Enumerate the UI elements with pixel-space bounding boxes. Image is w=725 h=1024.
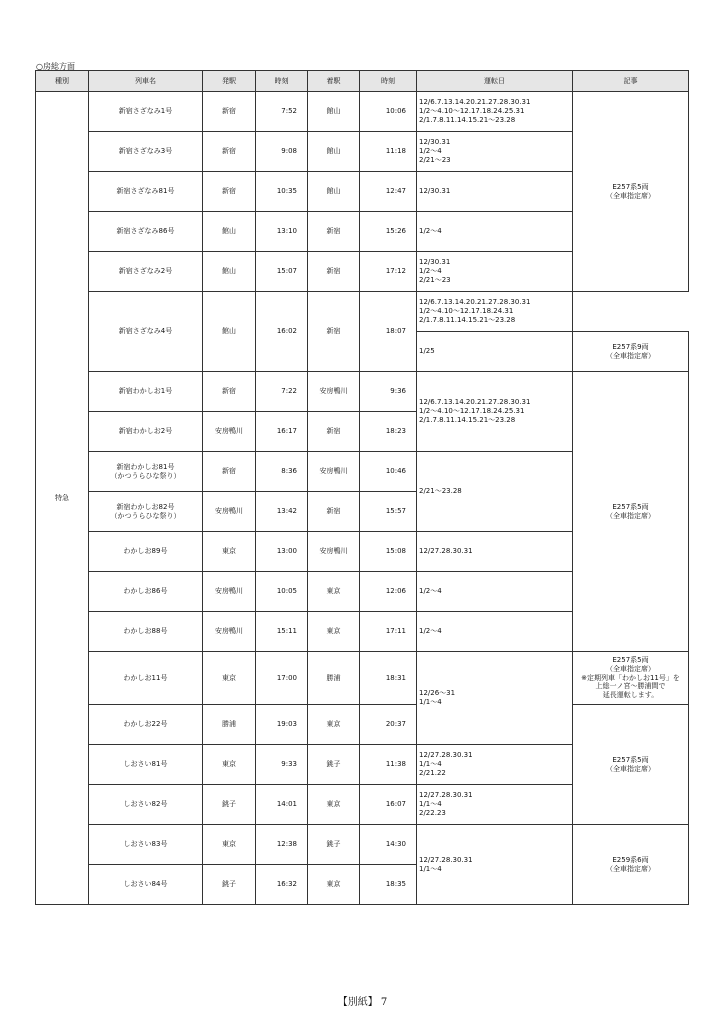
run-dates: 1/2～4 <box>417 212 573 252</box>
dep-time: 8:36 <box>256 452 308 492</box>
train-name: 新宿さざなみ1号 <box>89 92 203 132</box>
notes-cell: E257系5両 （全車指定席） ※定期列車「わかしお11号」を 上総一ノ宮～勝浦間で 延長運転します。 <box>573 652 689 705</box>
arr-time: 15:26 <box>360 212 417 252</box>
header-arr-station: 着駅 <box>308 71 360 92</box>
dep-station: 館山 <box>203 212 256 252</box>
table-row <box>36 652 689 705</box>
run-dates: 12/30.31 1/2～4 2/21～23 <box>417 252 573 292</box>
notes-cell: E257系5両 （全車指定席） <box>573 92 689 292</box>
train-name: 新宿わかしお82号 （かつうらひな祭り） <box>89 492 203 532</box>
dep-time: 9:33 <box>256 745 308 785</box>
dep-station: 新宿 <box>203 92 256 132</box>
arr-station: 新宿 <box>308 412 360 452</box>
run-dates: 12/27.28.30.31 1/1～4 <box>417 825 573 905</box>
dep-station: 館山 <box>203 292 256 372</box>
arr-station: 安房鴨川 <box>308 372 360 412</box>
arr-time: 10:46 <box>360 452 417 492</box>
arr-station: 館山 <box>308 172 360 212</box>
dep-station: 東京 <box>203 652 256 705</box>
dep-time: 15:11 <box>256 612 308 652</box>
dep-station: 東京 <box>203 825 256 865</box>
section-title: ○房総方面 <box>36 62 75 71</box>
train-name: わかしお11号 <box>89 652 203 705</box>
train-name: わかしお86号 <box>89 572 203 612</box>
dep-time: 7:22 <box>256 372 308 412</box>
arr-station: 東京 <box>308 705 360 745</box>
run-dates: 12/6.7.13.14.20.21.27.28.30.31 1/2～4.10～12.17.18.24.25.31 2/1.7.8.11.14.15.21～23.28 <box>417 92 573 132</box>
run-dates: 1/25 <box>417 332 573 372</box>
dep-time: 15:07 <box>256 252 308 292</box>
dep-station: 新宿 <box>203 372 256 412</box>
dep-station: 銚子 <box>203 865 256 905</box>
run-dates: 12/30.31 <box>417 172 573 212</box>
header-notes: 記事 <box>573 71 689 92</box>
run-dates: 12/27.28.30.31 1/1～4 2/21.22 <box>417 745 573 785</box>
dep-station: 新宿 <box>203 452 256 492</box>
arr-time: 12:47 <box>360 172 417 212</box>
dep-station: 新宿 <box>203 132 256 172</box>
train-name: しおさい83号 <box>89 825 203 865</box>
arr-station: 新宿 <box>308 212 360 252</box>
train-name: 新宿わかしお81号 （かつうらひな祭り） <box>89 452 203 492</box>
run-dates: 1/2～4 <box>417 572 573 612</box>
arr-time: 18:23 <box>360 412 417 452</box>
arr-time: 11:18 <box>360 132 417 172</box>
notes-cell: E257系5両 （全車指定席） <box>573 705 689 825</box>
header-arr-time: 時刻 <box>360 71 417 92</box>
header-train: 列車名 <box>89 71 203 92</box>
header-dep-time: 時刻 <box>256 71 308 92</box>
dep-time: 16:32 <box>256 865 308 905</box>
arr-time: 11:38 <box>360 745 417 785</box>
dep-time: 16:02 <box>256 292 308 372</box>
table-row <box>36 705 689 745</box>
header-dates: 運転日 <box>417 71 573 92</box>
arr-station: 館山 <box>308 132 360 172</box>
dep-time: 13:00 <box>256 532 308 572</box>
arr-time: 15:08 <box>360 532 417 572</box>
arr-station: 新宿 <box>308 292 360 372</box>
train-name: しおさい84号 <box>89 865 203 905</box>
dep-time: 19:03 <box>256 705 308 745</box>
dep-station: 館山 <box>203 252 256 292</box>
arr-station: 東京 <box>308 572 360 612</box>
train-name: わかしお89号 <box>89 532 203 572</box>
dep-time: 12:38 <box>256 825 308 865</box>
dep-time: 17:00 <box>256 652 308 705</box>
train-name: 新宿わかしお2号 <box>89 412 203 452</box>
dep-station: 安房鴨川 <box>203 612 256 652</box>
arr-station: 勝浦 <box>308 652 360 705</box>
timetable <box>35 70 689 905</box>
arr-time: 9:36 <box>360 372 417 412</box>
arr-time: 20:37 <box>360 705 417 745</box>
dep-station: 東京 <box>203 532 256 572</box>
dep-station: 東京 <box>203 745 256 785</box>
train-name: わかしお22号 <box>89 705 203 745</box>
run-dates: 1/2～4 <box>417 612 573 652</box>
train-name: 新宿さざなみ3号 <box>89 132 203 172</box>
category-cell: 特急 <box>36 92 89 905</box>
train-name: 新宿さざなみ81号 <box>89 172 203 212</box>
train-name: しおさい82号 <box>89 785 203 825</box>
page-footer: 【別紙】 7 <box>337 997 388 1008</box>
arr-station: 館山 <box>308 92 360 132</box>
dep-station: 新宿 <box>203 172 256 212</box>
dep-station: 安房鴨川 <box>203 492 256 532</box>
dep-time: 7:52 <box>256 92 308 132</box>
train-name: 新宿さざなみ2号 <box>89 252 203 292</box>
dep-time: 10:35 <box>256 172 308 212</box>
run-dates: 12/6.7.13.14.20.21.27.28.30.31 1/2～4.10～12.17.18.24.31 2/1.7.8.11.14.15.21～23.28 <box>417 292 573 332</box>
train-name: 新宿わかしお1号 <box>89 372 203 412</box>
arr-time: 18:35 <box>360 865 417 905</box>
arr-station: 東京 <box>308 865 360 905</box>
dep-station: 勝浦 <box>203 705 256 745</box>
arr-station: 安房鴨川 <box>308 532 360 572</box>
arr-time: 12:06 <box>360 572 417 612</box>
arr-time: 17:12 <box>360 252 417 292</box>
dep-time: 9:08 <box>256 132 308 172</box>
header-dep-station: 発駅 <box>203 71 256 92</box>
arr-time: 17:11 <box>360 612 417 652</box>
dep-time: 14:01 <box>256 785 308 825</box>
arr-time: 18:31 <box>360 652 417 705</box>
table-row <box>36 372 689 412</box>
dep-time: 16:17 <box>256 412 308 452</box>
arr-station: 東京 <box>308 612 360 652</box>
arr-time: 16:07 <box>360 785 417 825</box>
arr-station: 安房鴨川 <box>308 452 360 492</box>
header-row <box>36 71 689 92</box>
notes-cell: E257系5両 （全車指定席） <box>573 372 689 652</box>
train-name: しおさい81号 <box>89 745 203 785</box>
notes-cell: E259系6両 （全車指定席） <box>573 825 689 905</box>
run-dates: 12/6.7.13.14.20.21.27.28.30.31 1/2～4.10～12.17.18.24.25.31 2/1.7.8.11.14.15.21～23.28 <box>417 372 573 452</box>
run-dates: 12/27.28.30.31 1/1～4 2/22.23 <box>417 785 573 825</box>
arr-time: 10:06 <box>360 92 417 132</box>
arr-station: 新宿 <box>308 252 360 292</box>
arr-time: 18:07 <box>360 292 417 372</box>
train-name: わかしお88号 <box>89 612 203 652</box>
arr-time: 14:30 <box>360 825 417 865</box>
table-row <box>36 825 689 865</box>
table-row <box>36 292 689 332</box>
dep-time: 13:42 <box>256 492 308 532</box>
header-type: 種別 <box>36 71 89 92</box>
dep-station: 銚子 <box>203 785 256 825</box>
run-dates: 12/30.31 1/2～4 2/21～23 <box>417 132 573 172</box>
run-dates: 12/26～31 1/1～4 <box>417 652 573 745</box>
arr-station: 銚子 <box>308 745 360 785</box>
dep-station: 安房鴨川 <box>203 572 256 612</box>
arr-station: 東京 <box>308 785 360 825</box>
dep-time: 10:05 <box>256 572 308 612</box>
arr-station: 新宿 <box>308 492 360 532</box>
dep-station: 安房鴨川 <box>203 412 256 452</box>
train-name: 新宿さざなみ4号 <box>89 292 203 372</box>
run-dates: 12/27.28.30.31 <box>417 532 573 572</box>
run-dates: 2/21～23.28 <box>417 452 573 532</box>
arr-station: 銚子 <box>308 825 360 865</box>
notes-cell: E257系9両 （全車指定席） <box>573 332 689 372</box>
table-row <box>36 92 689 132</box>
train-name: 新宿さざなみ86号 <box>89 212 203 252</box>
arr-time: 15:57 <box>360 492 417 532</box>
dep-time: 13:10 <box>256 212 308 252</box>
